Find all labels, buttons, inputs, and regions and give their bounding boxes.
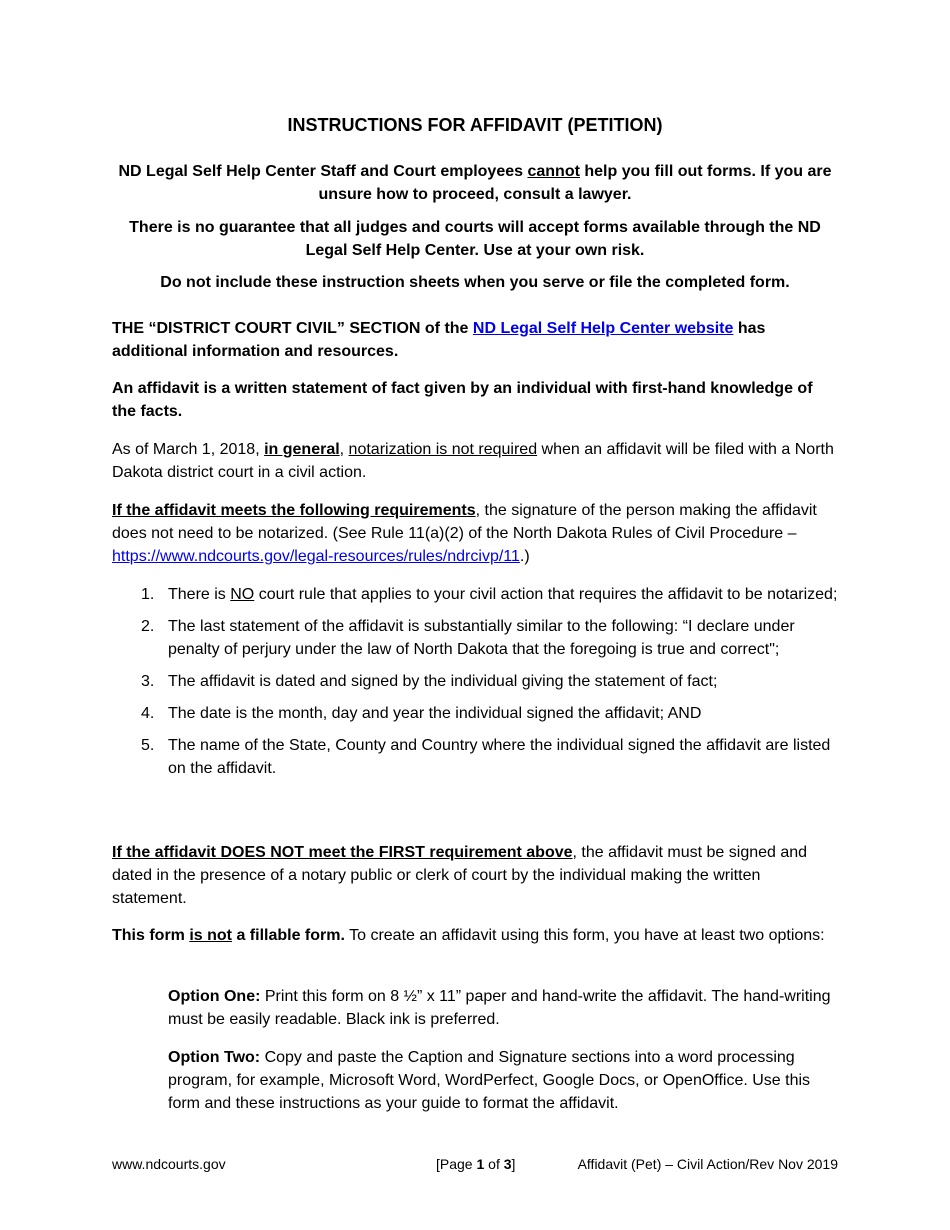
requirements-intro-text: .) <box>519 548 530 565</box>
notice-no-guarantee: There is no guarantee that all judges and courts will accept forms available through the ND Legal Self Help Center. Use at your own risk. <box>129 219 821 259</box>
not-meet-emphasis: If the affidavit DOES NOT meet the FIRST requirement above <box>112 844 573 861</box>
option-one-text: Print this form on 8 ½” x 11” paper and hand-write the affidavit. The hand-writing must be easily readable. Black ink is preferred. <box>168 988 831 1028</box>
requirement-item <box>112 670 838 693</box>
requirements-heading-emphasis: If the affidavit meets the following requirements <box>112 502 476 519</box>
requirement-number: 2. <box>141 618 155 635</box>
requirement-text: The affidavit is dated and signed by the individual giving the statement of fact; <box>168 673 718 690</box>
requirement-underlined: NO <box>230 586 255 603</box>
requirements-list <box>112 583 838 789</box>
requirements-intro-paragraph <box>112 499 838 568</box>
footer-current-page: 1 <box>476 1156 485 1172</box>
footer-page-text: ] <box>511 1156 516 1172</box>
requirement-item <box>112 734 838 780</box>
rule-11-link[interactable]: https://www.ndcourts.gov/legal-resources/rules/ndrcivp/11 <box>112 548 520 565</box>
self-help-center-website-link[interactable]: ND Legal Self Help Center website <box>472 320 734 337</box>
requirement-number: 1. <box>141 586 155 603</box>
footer-total-pages: 3 <box>503 1156 512 1172</box>
notarization-not-required-emphasis: notarization is not required <box>348 441 538 458</box>
not-meet-text: , the affidavit must be signed and dated in the presence of a notary public or clerk of court by the individual making the written statement. <box>112 844 808 907</box>
footer-page-number <box>436 1154 515 1174</box>
requirement-number: 3. <box>141 673 155 690</box>
requirement-text: court rule that applies to your civil action that requires the affidavit to be notarized; <box>254 586 838 603</box>
footer-form-id: Affidavit (Pet) – Civil Action/Rev Nov 2019 <box>577 1156 838 1172</box>
option-two-paragraph <box>168 1046 838 1115</box>
notice-text: help you fill out forms. If you are unsure how to proceed, consult a lawyer. <box>318 163 832 203</box>
option-two-text: Copy and paste the Caption and Signature sections into a word processing program, for example, Microsoft Word, WordPerfect, Google Docs, or OpenOffice. Use this form and these instructions as your guide to format the affidavit. <box>168 1049 811 1112</box>
is-not-emphasis: is not <box>189 927 233 944</box>
footer-website: www.ndcourts.gov <box>112 1156 226 1172</box>
fillable-text: This form <box>112 927 190 944</box>
requirement-text: The name of the State, County and Country where the individual signed the affidavit are listed on the affidavit. <box>168 737 831 777</box>
footer-page-text: of <box>484 1156 504 1172</box>
district-text: has additional information and resources. <box>112 320 766 360</box>
requirement-item <box>112 583 838 606</box>
document-title: INSTRUCTIONS FOR AFFIDAVIT (PETITION) <box>287 115 663 135</box>
requirement-text: There is <box>168 586 231 603</box>
option-one-label: Option One: <box>168 988 261 1005</box>
district-court-section-paragraph <box>112 317 838 363</box>
option-one-paragraph <box>168 985 838 1031</box>
fillable-text: To create an affidavit using this form, you have at least two options: <box>344 927 825 944</box>
district-text: THE “DISTRICT COURT CIVIL” SECTION of the <box>112 320 473 337</box>
notice-do-not-include: Do not include these instruction sheets when you serve or file the completed form. <box>160 274 790 291</box>
in-general-emphasis: in general <box>264 441 340 458</box>
footer-page-text: [Page <box>436 1156 477 1172</box>
notice-underlined-word: cannot <box>527 163 580 180</box>
affidavit-definition: An affidavit is a written statement of fact given by an individual with first-hand knowledge of the facts. <box>112 380 813 420</box>
fillable-form-paragraph <box>112 924 838 947</box>
option-two-label: Option Two: <box>168 1049 261 1066</box>
requirement-number: 5. <box>141 737 155 754</box>
march-text: As of March 1, 2018, <box>112 441 265 458</box>
not-meet-requirements-paragraph <box>112 841 838 910</box>
requirement-item <box>112 615 838 661</box>
requirement-text: The date is the month, day and year the individual signed the affidavit; AND <box>168 705 702 722</box>
requirement-text: The last statement of the affidavit is substantially similar to the following: “I declare under penalty of perjury under the law of North Dakota that the foregoing is true and correct"; <box>168 618 795 658</box>
march-text: , <box>339 441 349 458</box>
requirements-intro-text: , the signature of the person making the affidavit does not need to be notarized. (See Rule 11(a)(2) of the North Dakota Rules of Civil Procedure – <box>112 502 817 542</box>
notarization-paragraph <box>112 438 838 484</box>
fillable-text: a fillable form. <box>232 927 345 944</box>
requirement-item <box>112 702 838 725</box>
notice-text: ND Legal Self Help Center Staff and Court employees <box>118 163 528 180</box>
requirement-number: 4. <box>141 705 155 722</box>
march-text: when an affidavit will be filed with a North Dakota district court in a civil action. <box>112 441 834 481</box>
notice-staff-cannot-help <box>112 160 838 206</box>
